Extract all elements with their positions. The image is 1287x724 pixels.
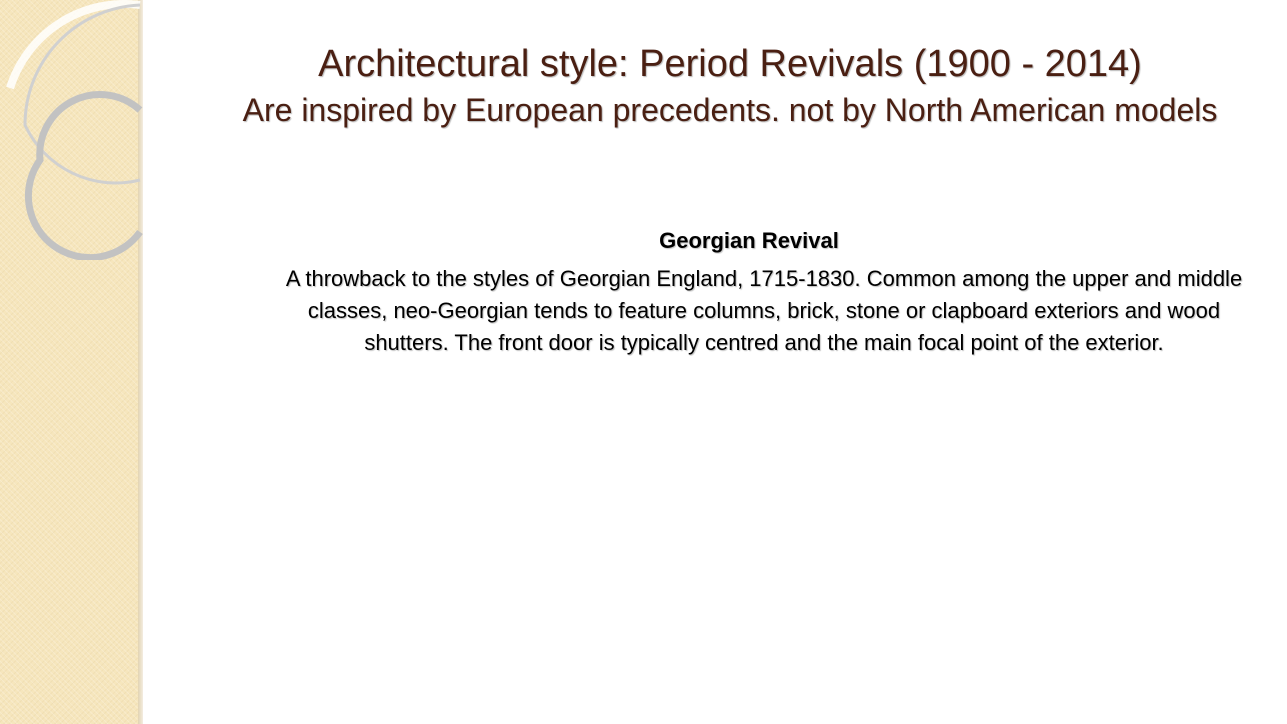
slide-subtitle: Are inspired by European precedents. not by North American models (242, 92, 1218, 128)
content-block (280, 226, 1248, 359)
ring-arc-small (28, 94, 140, 257)
slide-title: Architectural style: Period Revivals (1900 - 2014) (318, 43, 1142, 85)
ring-highlight-arc (10, 4, 140, 88)
section-body: A throwback to the styles of Georgian England, 1715-1830. Common among the upper and middle classes, neo-Georgian tends to feature columns, brick, stone or clapboard exteriors and wood shutters. The front door is typically centred and the main focal point of the exterior. (285, 266, 1243, 355)
decorative-rings (0, 0, 200, 260)
title-block (205, 40, 1255, 132)
section-heading: Georgian Revival (659, 228, 839, 253)
